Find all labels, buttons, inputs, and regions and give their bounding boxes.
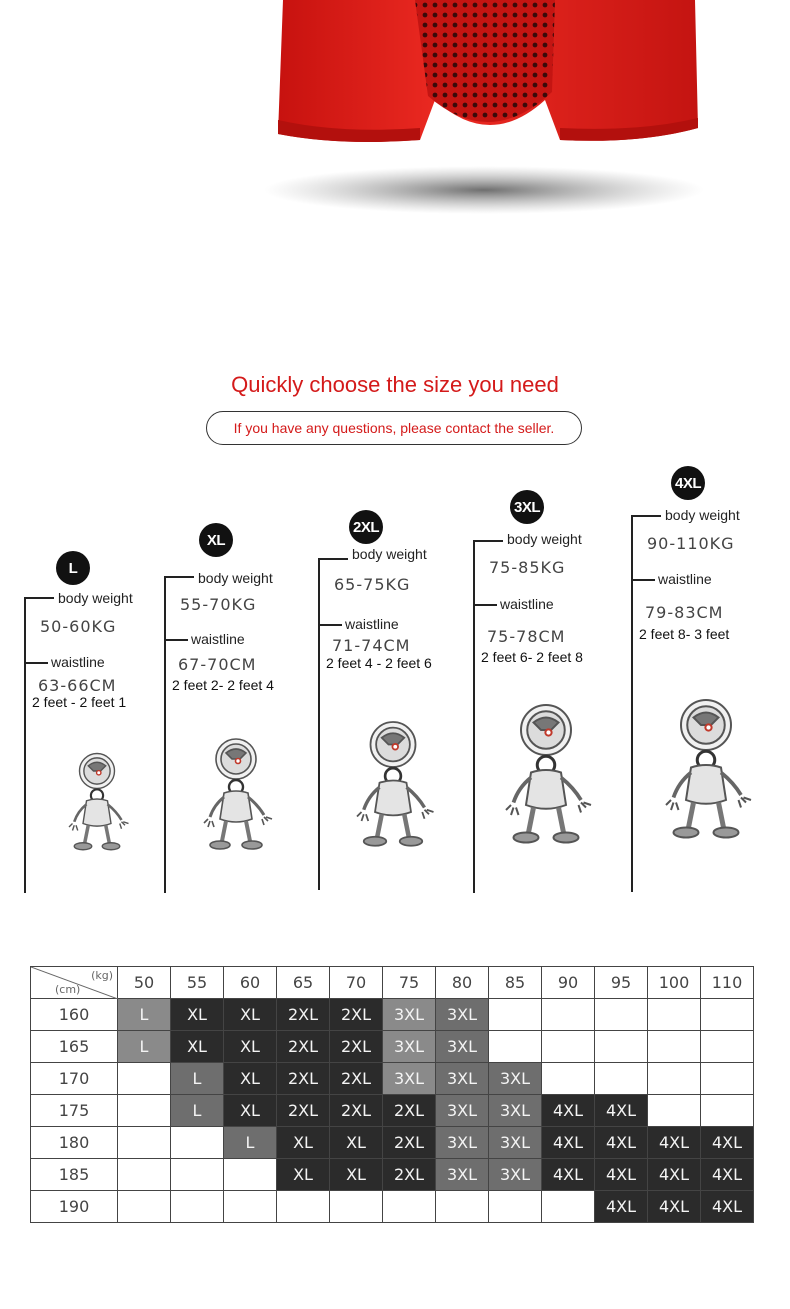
weight-header-cell: 90 <box>542 967 595 999</box>
size-cell <box>277 1191 330 1223</box>
size-cell: 4XL <box>595 1191 648 1223</box>
size-cell: 3XL <box>489 1063 542 1095</box>
waistline-feet-value: 2 feet 6- 2 feet 8 <box>481 649 583 665</box>
size-cell: 2XL <box>277 999 330 1031</box>
size-cell: L <box>224 1127 277 1159</box>
size-cell: 4XL <box>542 1127 595 1159</box>
body-weight-value: 55-70KG <box>180 595 257 614</box>
size-cell <box>489 999 542 1031</box>
waist-tick <box>473 604 497 606</box>
waistline-feet-value: 2 feet 2- 2 feet 4 <box>172 677 274 693</box>
table-row <box>31 1127 754 1159</box>
waistline-feet-value: 2 feet 8- 3 feet <box>639 626 730 642</box>
size-cell <box>118 1127 171 1159</box>
height-header-cell: 180 <box>31 1127 118 1159</box>
size-cell: XL <box>224 1095 277 1127</box>
size-badge: 3XL <box>510 490 544 524</box>
robot-illustration <box>656 680 756 860</box>
waist-tick <box>318 624 342 626</box>
size-cell <box>648 1031 701 1063</box>
weight-header-cell: 60 <box>224 967 277 999</box>
weight-header-cell: 50 <box>118 967 171 999</box>
size-cell <box>701 1031 754 1063</box>
size-badge: 2XL <box>349 510 383 544</box>
size-cell: L <box>171 1063 224 1095</box>
size-cell: 4XL <box>595 1159 648 1191</box>
corner-cm-label: (cm) <box>55 983 81 996</box>
size-cell: 4XL <box>648 1191 701 1223</box>
weight-header-cell: 70 <box>330 967 383 999</box>
size-cell: XL <box>224 999 277 1031</box>
size-cell <box>171 1191 224 1223</box>
size-cell: 2XL <box>277 1095 330 1127</box>
size-column-line <box>631 515 633 892</box>
height-header-cell: 160 <box>31 999 118 1031</box>
height-header-cell: 185 <box>31 1159 118 1191</box>
size-cell: L <box>118 1031 171 1063</box>
size-cell: 2XL <box>383 1127 436 1159</box>
size-cell: XL <box>224 1063 277 1095</box>
waistline-cm-value: 63-66CM <box>38 676 117 695</box>
size-cell: 4XL <box>542 1159 595 1191</box>
size-cell: 3XL <box>383 1063 436 1095</box>
waist-tick <box>631 579 655 581</box>
waistline-feet-value: 2 feet - 2 feet 1 <box>32 694 127 710</box>
size-cell: 2XL <box>330 1063 383 1095</box>
size-cell <box>118 1063 171 1095</box>
size-cell: 3XL <box>436 1031 489 1063</box>
size-cell <box>595 999 648 1031</box>
size-column-line <box>24 597 26 893</box>
size-cell: 2XL <box>330 1095 383 1127</box>
size-cell <box>542 1063 595 1095</box>
waist-tick <box>164 639 188 641</box>
waistline-label: waistline <box>658 571 712 587</box>
size-column-line <box>318 558 320 890</box>
size-cell <box>224 1191 277 1223</box>
product-photo <box>0 0 790 230</box>
size-cell <box>542 1031 595 1063</box>
size-cell <box>118 1095 171 1127</box>
size-cell <box>330 1191 383 1223</box>
size-cell <box>224 1159 277 1191</box>
table-row <box>31 1031 754 1063</box>
waistline-label: waistline <box>51 654 105 670</box>
size-cell: 4XL <box>701 1159 754 1191</box>
weight-header-cell: 65 <box>277 967 330 999</box>
body-weight-value: 75-85KG <box>489 558 566 577</box>
size-cell <box>648 1063 701 1095</box>
table-row <box>31 1191 754 1223</box>
size-cell <box>171 1127 224 1159</box>
size-cell: 2XL <box>330 999 383 1031</box>
waistline-label: waistline <box>345 616 399 632</box>
size-cell <box>701 999 754 1031</box>
size-cell: 3XL <box>383 999 436 1031</box>
size-cell <box>436 1191 489 1223</box>
table-row <box>31 1159 754 1191</box>
weight-tick <box>164 576 194 578</box>
size-cell <box>118 1159 171 1191</box>
body-weight-value: 90-110KG <box>647 534 735 553</box>
size-cell <box>701 1063 754 1095</box>
size-cell: L <box>118 999 171 1031</box>
size-cell: 2XL <box>277 1031 330 1063</box>
size-cell: XL <box>171 999 224 1031</box>
size-cell: L <box>171 1095 224 1127</box>
corner-kg-label: (kg) <box>91 969 113 982</box>
size-cell: XL <box>330 1127 383 1159</box>
size-cell: 3XL <box>383 1031 436 1063</box>
robot-illustration <box>496 690 596 860</box>
body-weight-label: body weight <box>507 531 582 547</box>
size-cell: XL <box>224 1031 277 1063</box>
contact-seller-note: If you have any questions, please contact the seller. <box>206 411 582 445</box>
size-cell: 3XL <box>436 1095 489 1127</box>
waistline-label: waistline <box>191 631 245 647</box>
weight-header-cell: 100 <box>648 967 701 999</box>
weight-tick <box>318 558 348 560</box>
waistline-cm-value: 75-78CM <box>487 627 566 646</box>
body-weight-value: 50-60KG <box>40 617 117 636</box>
size-cell: 3XL <box>436 1159 489 1191</box>
size-badge: 4XL <box>671 466 705 500</box>
waistline-label: waistline <box>500 596 554 612</box>
height-header-cell: 175 <box>31 1095 118 1127</box>
height-header-cell: 190 <box>31 1191 118 1223</box>
size-cell <box>701 1095 754 1127</box>
size-cell: 3XL <box>436 1063 489 1095</box>
weight-header-cell: 110 <box>701 967 754 999</box>
size-cell: XL <box>277 1127 330 1159</box>
body-weight-label: body weight <box>58 590 133 606</box>
size-cell: 2XL <box>277 1063 330 1095</box>
weight-tick <box>473 540 503 542</box>
size-cell <box>542 999 595 1031</box>
weight-tick <box>24 597 54 599</box>
body-weight-label: body weight <box>665 507 740 523</box>
size-cell <box>171 1159 224 1191</box>
robot-illustration <box>348 710 438 860</box>
size-cell: 3XL <box>489 1159 542 1191</box>
table-row <box>31 1063 754 1095</box>
waist-tick <box>24 662 48 664</box>
table-corner-cell <box>31 967 118 999</box>
size-column-line <box>473 540 475 893</box>
size-cell <box>489 1031 542 1063</box>
size-chart-table <box>30 966 754 1223</box>
height-header-cell: 170 <box>31 1063 118 1095</box>
size-cell <box>383 1191 436 1223</box>
robot-illustration <box>62 745 132 860</box>
waistline-cm-value: 71-74CM <box>332 636 411 655</box>
size-cell: 3XL <box>489 1127 542 1159</box>
size-cell <box>595 1063 648 1095</box>
size-cell <box>648 1095 701 1127</box>
page-title: Quickly choose the size you need <box>231 372 559 397</box>
table-row <box>31 1095 754 1127</box>
body-weight-value: 65-75KG <box>334 575 411 594</box>
size-cell: 4XL <box>542 1095 595 1127</box>
size-badge: L <box>56 551 90 585</box>
size-badge: XL <box>199 523 233 557</box>
body-weight-label: body weight <box>352 546 427 562</box>
size-cell: 3XL <box>436 1127 489 1159</box>
robot-illustration <box>196 730 276 860</box>
body-weight-label: body weight <box>198 570 273 586</box>
size-cell: 3XL <box>489 1095 542 1127</box>
waistline-feet-value: 2 feet 4 - 2 feet 6 <box>326 655 432 671</box>
weight-header-cell: 80 <box>436 967 489 999</box>
size-cell <box>595 1031 648 1063</box>
size-cell: 4XL <box>701 1191 754 1223</box>
size-cell: 4XL <box>648 1127 701 1159</box>
table-header-row <box>31 967 754 999</box>
size-cell: 2XL <box>383 1095 436 1127</box>
weight-header-cell: 85 <box>489 967 542 999</box>
size-cell: XL <box>171 1031 224 1063</box>
size-cell <box>489 1191 542 1223</box>
size-cell: 4XL <box>648 1159 701 1191</box>
waistline-cm-value: 79-83CM <box>645 603 724 622</box>
size-cell: 4XL <box>701 1127 754 1159</box>
table-row <box>31 999 754 1031</box>
size-column-line <box>164 576 166 893</box>
size-cell: XL <box>277 1159 330 1191</box>
weight-tick <box>631 515 661 517</box>
size-cell <box>542 1191 595 1223</box>
weight-header-cell: 55 <box>171 967 224 999</box>
weight-header-cell: 95 <box>595 967 648 999</box>
size-cell: 3XL <box>436 999 489 1031</box>
size-cell <box>648 999 701 1031</box>
size-cell: 2XL <box>330 1031 383 1063</box>
size-cell: 4XL <box>595 1127 648 1159</box>
waistline-cm-value: 67-70CM <box>178 655 257 674</box>
size-cell: 2XL <box>383 1159 436 1191</box>
size-cell <box>118 1191 171 1223</box>
size-cell: XL <box>330 1159 383 1191</box>
weight-header-cell: 75 <box>383 967 436 999</box>
height-header-cell: 165 <box>31 1031 118 1063</box>
size-cell: 4XL <box>595 1095 648 1127</box>
